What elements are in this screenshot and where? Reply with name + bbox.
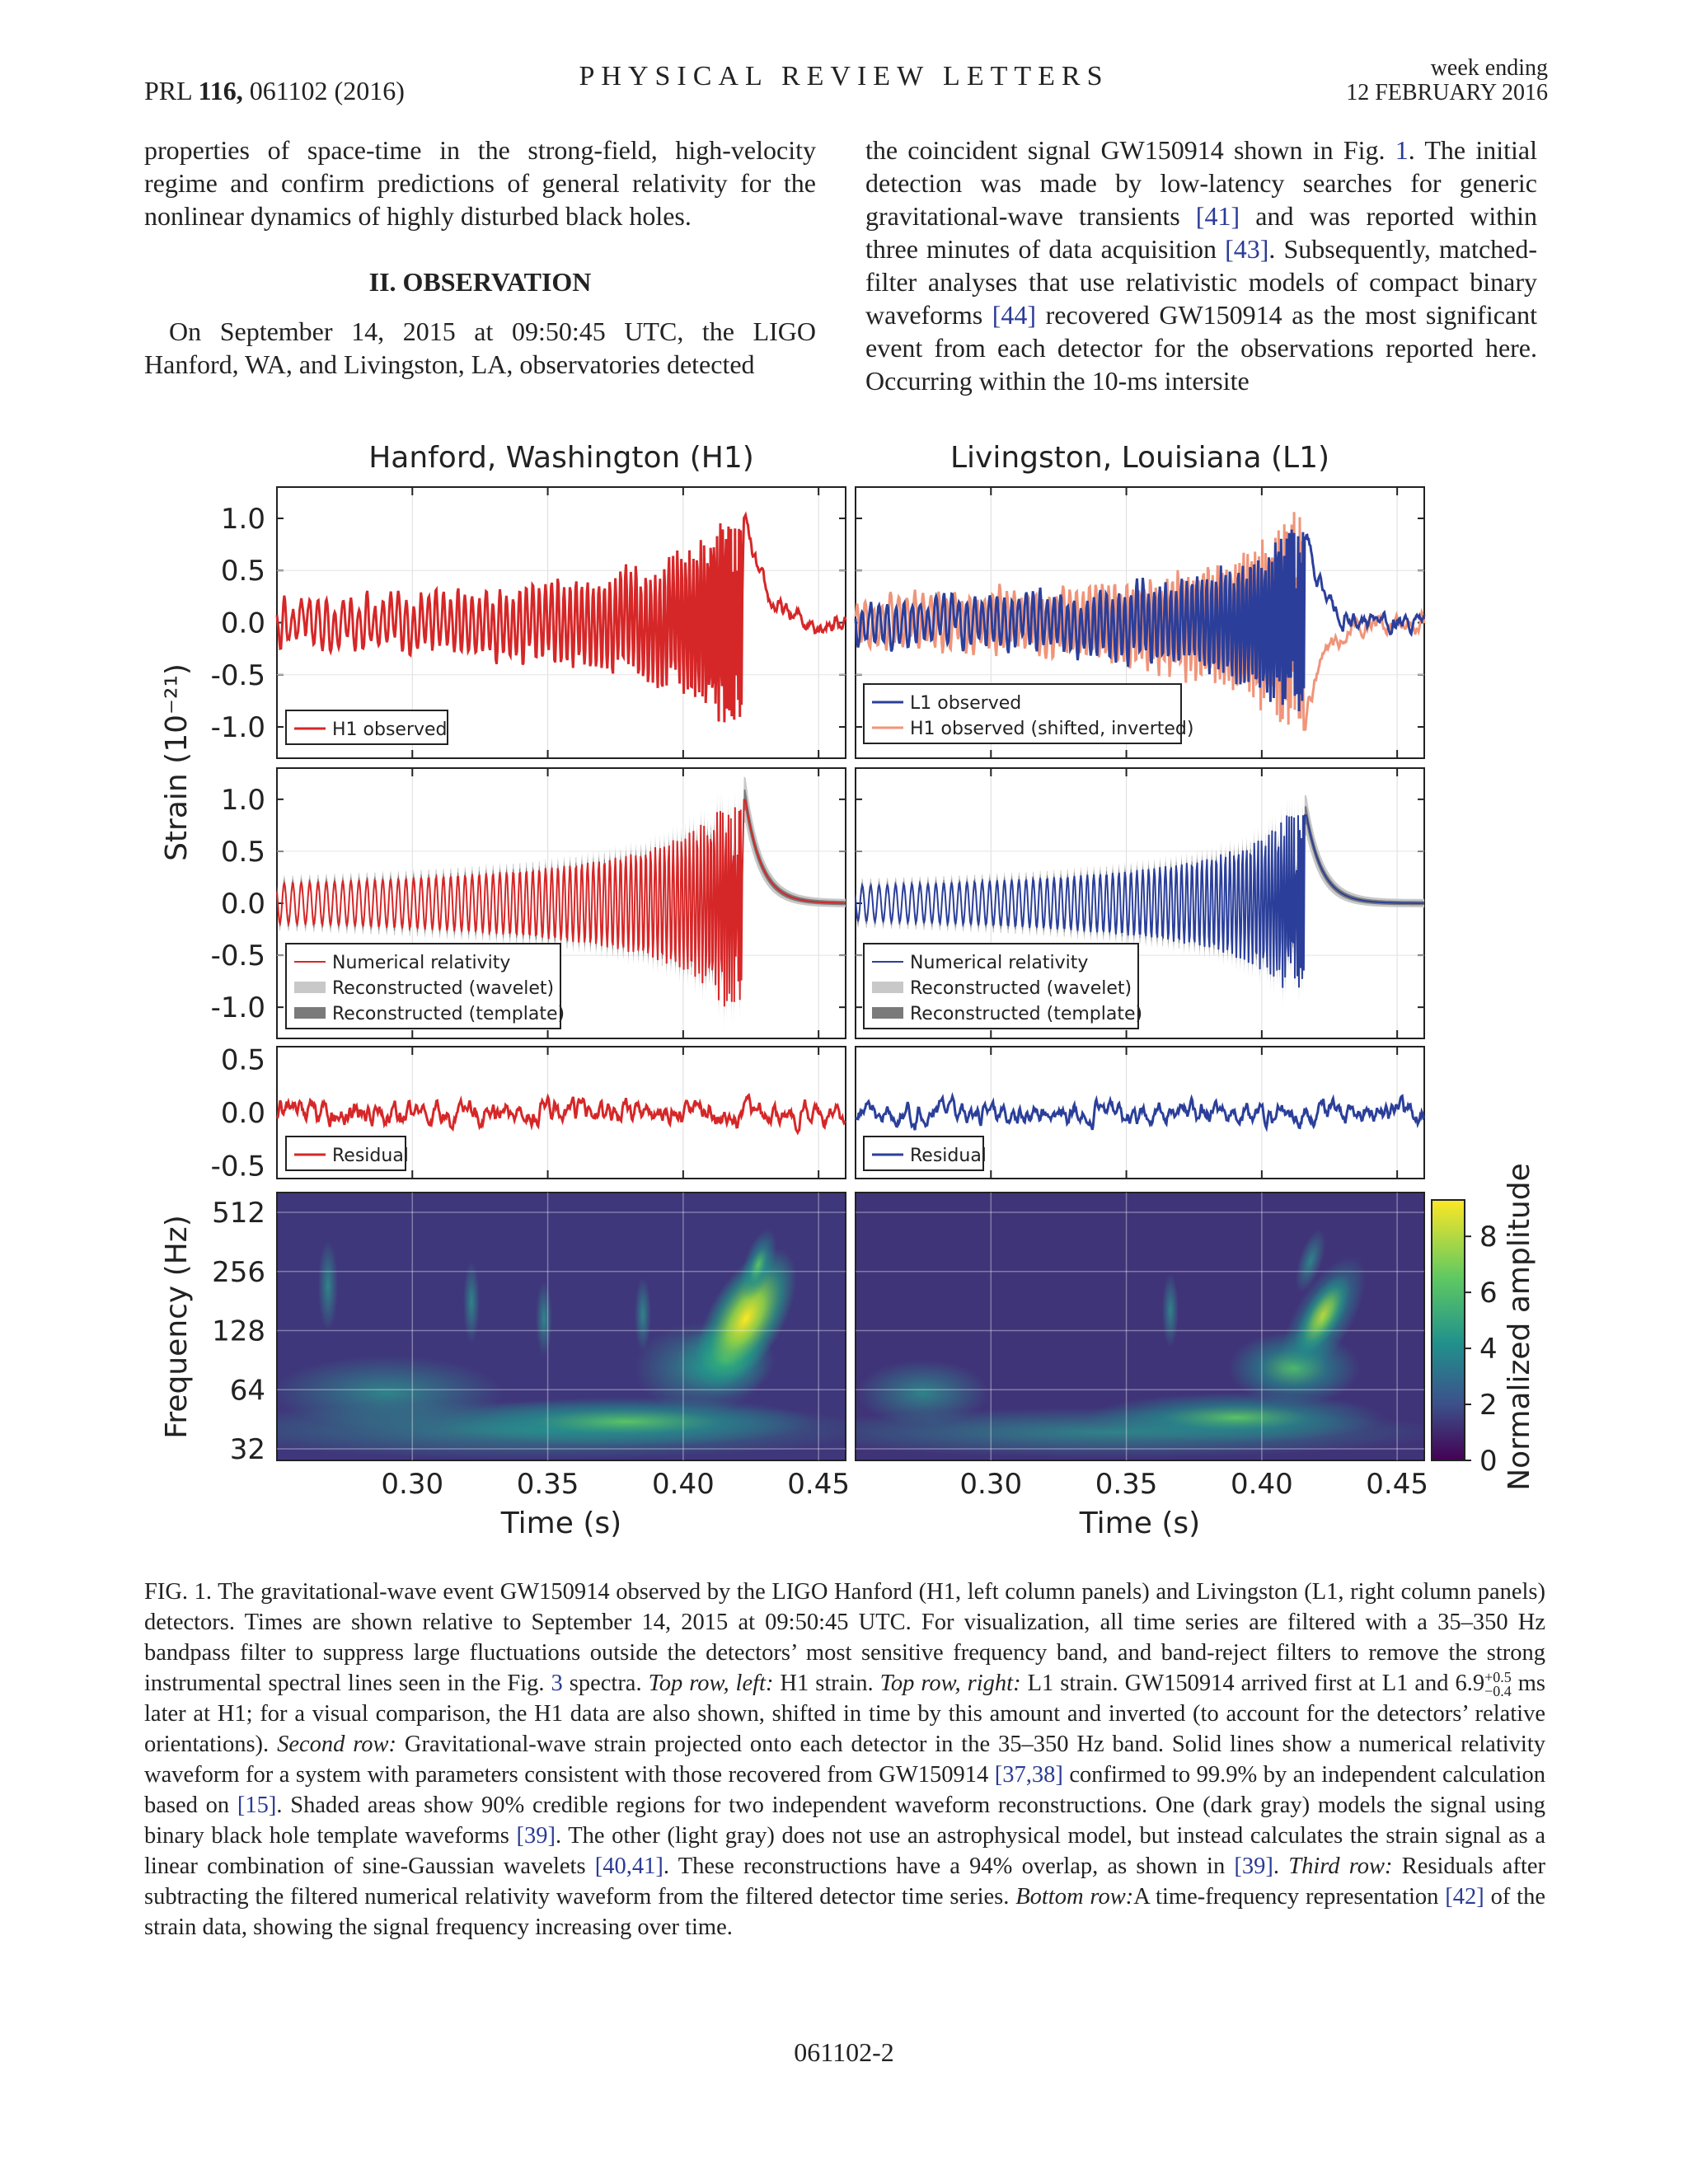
x-tick-label: 0.30 (381, 1468, 444, 1501)
colorbar-tick-label: 8 (1479, 1221, 1498, 1254)
reference-link[interactable]: [37,38] (994, 1762, 1063, 1788)
x-tick-label: 0.35 (1095, 1468, 1158, 1501)
legend-label: L1 observed (910, 693, 1022, 714)
text: recovered GW150914 as the most significant event from each detector for the observations reported here. Occurring within the 10-ms intersite (865, 300, 1538, 396)
reference-link[interactable]: [42] (1445, 1884, 1484, 1910)
y-tick-label: 0.0 (220, 1097, 265, 1130)
article-number: 061102 (2016) (242, 76, 405, 105)
reference-link[interactable]: [39] (1234, 1854, 1273, 1880)
paragraph: On September 14, 2015 at 09:50:45 UTC, the LIGO Hanford, WA, and Livingston, LA, observatories detected (144, 316, 816, 379)
colorbar-tick-label: 0 (1479, 1445, 1498, 1478)
volume: 116, (198, 76, 243, 105)
journal-prefix: PRL (144, 76, 199, 105)
legend-swatch (872, 982, 903, 993)
y-tick-label: 1.0 (220, 502, 265, 536)
y-tick-label: -0.5 (210, 1150, 265, 1183)
y-tick-label: 0.5 (220, 835, 265, 869)
legend-label: Numerical relativity (332, 953, 511, 973)
reference-link[interactable]: [40,41] (594, 1854, 663, 1880)
issue-date-value: 12 FEBRUARY 2016 (1346, 80, 1548, 105)
x-tick-label: 0.45 (1366, 1468, 1428, 1501)
reference-link[interactable]: [41] (1195, 201, 1240, 231)
week-ending-label: week ending (1430, 55, 1548, 81)
right-column-title: Livingston, Louisiana (L1) (950, 441, 1330, 475)
legend-label: Reconstructed (wavelet) (332, 978, 555, 999)
reference-link[interactable]: [44] (992, 300, 1037, 330)
colorbar-tick-label: 2 (1479, 1389, 1498, 1422)
legend-swatch (294, 982, 326, 993)
x-axis-label: Time (s) (500, 1507, 622, 1540)
legend-label: Reconstructed (template) (332, 1004, 565, 1024)
left-column-title: Hanford, Washington (H1) (368, 441, 754, 475)
spectrogram-l1 (783, 1193, 1442, 1460)
spectrogram-h1 (190, 1193, 882, 1460)
reference-link[interactable]: [15] (237, 1793, 277, 1819)
text: . Subsequently, matched-filter analyses that use relativistic models of compact binary waveforms (865, 234, 1538, 330)
figure-link[interactable]: 3 (551, 1671, 563, 1696)
y-tick-label: -1.0 (210, 711, 265, 745)
legend-label: Reconstructed (wavelet) (910, 978, 1132, 999)
colorbar-tick-label: 6 (1479, 1277, 1498, 1310)
page-number: 061102-2 (794, 2037, 894, 2067)
legend-label: Residual (332, 1146, 409, 1166)
text: . The initial detection was made by low-latency searches for generic gravitational-wave transients (865, 135, 1538, 231)
y-tick-label: -1.0 (210, 991, 265, 1025)
text: and was reported within three minutes of data acquisition (865, 201, 1537, 264)
y-tick-label: -0.5 (210, 658, 265, 692)
section-heading: II. OBSERVATION (368, 267, 592, 297)
y-tick-label: 0.0 (220, 607, 265, 640)
legend-label: Residual (910, 1146, 987, 1166)
y-tick-label: 32 (229, 1433, 265, 1466)
colorbar (1432, 1200, 1465, 1460)
y-tick-label: 512 (212, 1197, 265, 1230)
y-tick-label: 1.0 (220, 783, 265, 817)
reference-link[interactable]: [43] (1225, 234, 1269, 264)
colorbar-label: Normalized amplitude (1503, 1163, 1536, 1491)
y-tick-label: 0.5 (220, 555, 265, 588)
x-axis-label: Time (s) (1079, 1507, 1201, 1540)
y-tick-label: 0.5 (220, 1043, 265, 1077)
legend-label: H1 observed (shifted, inverted) (910, 719, 1194, 739)
text: the coincident signal GW150914 shown in Fig. (865, 135, 1395, 165)
uncertainty: +0.5 −0.4 (1484, 1669, 1512, 1700)
x-tick-label: 0.30 (959, 1468, 1023, 1501)
legend-label: Reconstructed (template) (910, 1004, 1143, 1024)
y-tick-label: -0.5 (210, 940, 265, 973)
reference-link[interactable]: [39] (516, 1823, 556, 1849)
figure-link[interactable]: 1 (1395, 135, 1409, 165)
colorbar-tick-label: 4 (1479, 1333, 1498, 1366)
x-tick-label: 0.40 (652, 1468, 715, 1501)
x-tick-label: 0.40 (1231, 1468, 1293, 1501)
y-tick-label: 256 (212, 1255, 265, 1289)
frequency-axis-label: Frequency (Hz) (160, 1215, 194, 1439)
x-tick-label: 0.35 (516, 1468, 579, 1501)
legend-label: Numerical relativity (910, 953, 1089, 973)
journal-title: PHYSICAL REVIEW LETTERS (579, 61, 1109, 91)
legend-swatch (294, 1007, 326, 1019)
legend-label: H1 observed (332, 719, 448, 740)
x-tick-label: 0.45 (787, 1468, 850, 1501)
paragraph: properties of space-time in the strong-field, high-velocity regime and confirm predictions of general relativity for the nonlinear dynamics of highly disturbed black holes. (144, 135, 816, 231)
legend-swatch (872, 1007, 903, 1019)
y-tick-label: 0.0 (220, 888, 265, 921)
figure-caption: FIG. 1. The gravitational-wave event GW150914 observed by the LIGO Hanford (H1, left column panels) and Livingston (L1, right column panels) detectors. Times are shown relative to September 14, 2015 at 09:50:45 UTC. For visualization, all time series are filtered with a 35–350 Hz bandpass filter to suppress large fluctuations outside the detectors’ most sensitive frequency band, and band-reject filters to remove the strong instrumental spectral lines seen in the Fig. 3 spectra. Top row, left: H1 strain. Top row, right: L1 strain. GW150914 arrived first at L1 and 6.9 +0.5 −0.4 ms later at H1; for a visual comparison, the H1 data are also shown, shifted in time by this amount and inverted (to account for the detectors’ relative orientations). Second row: Gravitational-wave strain projected onto each detector in the 35–350 Hz band. Solid lines show a numerical relativity waveform for a system with parameters consistent with those recovered from GW150914 [37,38] confirmed to 99.9% by an independent calculation based on [15]. Shaded areas show 90% credible regions for two independent waveform reconstructions. One (dark gray) models the signal using binary black hole template waveforms [39]. The other (light gray) does not use an astrophysical model, but instead calculates the strain signal as a linear combination of sine-Gaussian wavelets [40,41]. These reconstructions have a 94% overlap, as shown in [39]. Third row: Residuals after subtracting the filtered numerical relativity waveform from the filtered detector time series. Bottom row:A time-frequency representation [42] of the strain data, showing the signal frequency increasing over time. (144, 1579, 1546, 1941)
y-tick-label: 128 (212, 1315, 265, 1348)
y-tick-label: 64 (229, 1374, 265, 1408)
strain-axis-label: Strain (10⁻²¹) (160, 663, 194, 861)
